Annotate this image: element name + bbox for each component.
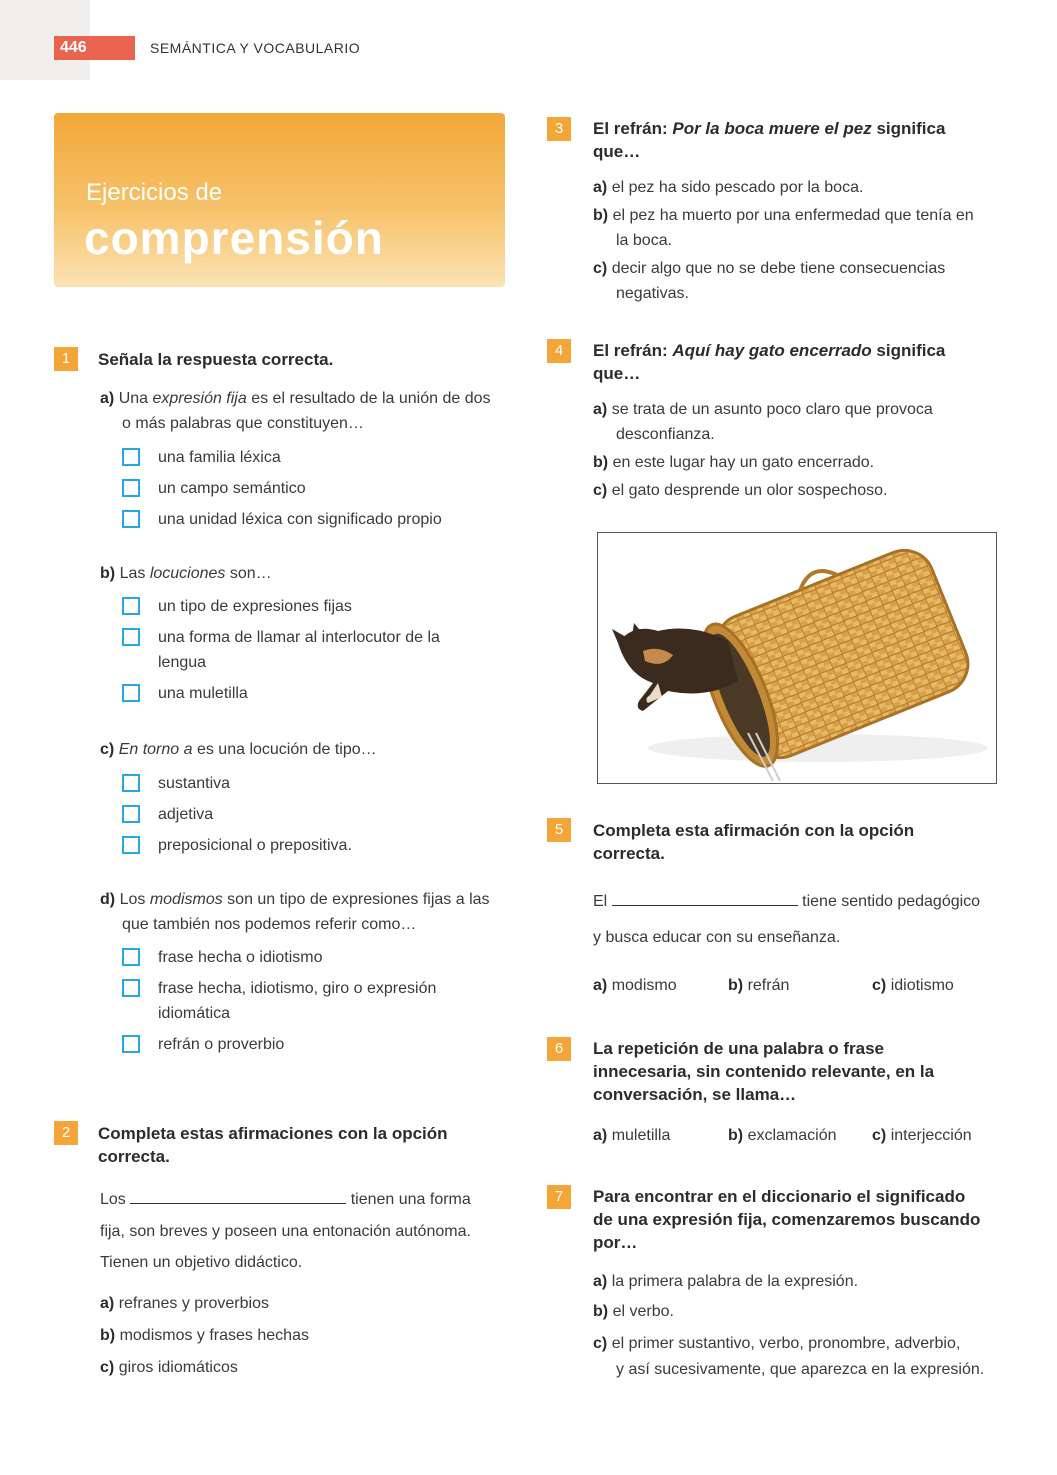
q2-blank[interactable] <box>130 1203 346 1204</box>
q7-option-c-cont: y así sucesivamente, que aparezca en la expresión. <box>616 1361 985 1378</box>
q7-option-c: c) el primer sustantivo, verbo, pronombre, adverbio, <box>593 1335 961 1352</box>
q2-sentence: Los tienen una forma <box>100 1191 471 1208</box>
q1b-checkbox-2[interactable] <box>122 628 140 646</box>
q5-option-b: b) refrán <box>728 977 790 994</box>
q1b-option-2: una forma de llamar al interlocutor de la <box>158 629 440 646</box>
question-6-title: La repetición de una palabra o frase innecesaria, sin contenido relevante, en la conversación, se llama… <box>593 1039 935 1104</box>
q5-sentence-line2: y busca educar con su enseñanza. <box>593 929 841 946</box>
question-5-title: Completa esta afirmación con la opción correcta. <box>593 821 915 863</box>
question-7-number: 7 <box>547 1185 571 1209</box>
q1d-option-3: refrán o proverbio <box>158 1036 285 1053</box>
question-6-number: 6 <box>547 1037 571 1061</box>
q4-option-a: a) se trata de un asunto poco claro que provoca <box>593 401 933 418</box>
q2-option-b: b) modismos y frases hechas <box>100 1327 309 1344</box>
q1d-statement-cont: que también nos podemos referir como… <box>122 916 417 933</box>
q5-blank[interactable] <box>612 905 798 906</box>
q1c-checkbox-1[interactable] <box>122 774 140 792</box>
q1b-checkbox-3[interactable] <box>122 684 140 702</box>
q1d-option-1: frase hecha o idiotismo <box>158 949 323 966</box>
q1c-statement: c) En torno a es una locución de tipo… <box>100 741 377 758</box>
q4-option-b: b) en este lugar hay un gato encerrado. <box>593 454 875 471</box>
cat-in-basket-photo <box>597 532 997 784</box>
q1d-option-2: frase hecha, idiotismo, giro o expresión <box>158 980 437 997</box>
q5-option-c: c) idiotismo <box>872 977 954 994</box>
q1b-option-1: un tipo de expresiones fijas <box>158 598 352 615</box>
q1b-option-2-cont: lengua <box>158 654 207 671</box>
question-2-title: Completa estas afirmaciones con la opción correcta. <box>98 1124 448 1166</box>
question-4-title: El refrán: Aquí hay gato encerrado significa que… <box>593 341 946 383</box>
question-3-title: El refrán: Por la boca muere el pez significa que… <box>593 119 946 161</box>
q1c-checkbox-2[interactable] <box>122 805 140 823</box>
q1b-statement: b) Las locuciones son… <box>100 565 272 582</box>
banner-line2: comprensión <box>84 212 384 264</box>
q2-option-c: c) giros idiomáticos <box>100 1359 238 1376</box>
exercises-banner <box>54 113 505 287</box>
question-7-title: Para encontrar en el diccionario el significado de una expresión fija, comenzaremos buscando por… <box>593 1187 981 1252</box>
cat-in-basket-illustration <box>598 533 996 783</box>
q6-option-a: a) muletilla <box>593 1127 671 1144</box>
q4-option-a-cont: desconfianza. <box>616 426 715 443</box>
q1d-checkbox-2[interactable] <box>122 979 140 997</box>
q1b-option-3: una muletilla <box>158 685 248 702</box>
q2-sentence-line3: Tienen un objetivo didáctico. <box>100 1254 303 1271</box>
q1b-checkbox-1[interactable] <box>122 597 140 615</box>
q1c-option-3: preposicional o prepositiva. <box>158 837 352 854</box>
q1a-option-1: una familia léxica <box>158 449 281 466</box>
q1a-statement-cont: o más palabras que constituyen… <box>122 415 364 432</box>
q3-option-a: a) el pez ha sido pescado por la boca. <box>593 179 864 196</box>
q1a-option-2: un campo semántico <box>158 480 306 497</box>
q1a-statement: a) Una expresión fija es el resultado de la unión de dos <box>100 390 491 407</box>
page-number: 446 <box>54 36 135 60</box>
banner-line1: Ejercicios de <box>86 179 223 206</box>
q2-option-a: a) refranes y proverbios <box>100 1295 269 1312</box>
question-1-number: 1 <box>54 347 78 371</box>
q5-sentence: El tiene sentido pedagógico <box>593 893 981 910</box>
q7-option-b: b) el verbo. <box>593 1303 674 1320</box>
question-5-number: 5 <box>547 818 571 842</box>
q1c-option-1: sustantiva <box>158 775 231 792</box>
q1a-checkbox-2[interactable] <box>122 479 140 497</box>
q1d-statement: d) Los modismos son un tipo de expresiones fijas a las <box>100 891 490 908</box>
q1a-checkbox-3[interactable] <box>122 510 140 528</box>
q4-option-c: c) el gato desprende un olor sospechoso. <box>593 482 888 499</box>
q2-sentence-line2: fija, son breves y poseen una entonación autónoma. <box>100 1223 471 1240</box>
q1c-option-2: adjetiva <box>158 806 214 823</box>
q1c-checkbox-3[interactable] <box>122 836 140 854</box>
q1a-checkbox-1[interactable] <box>122 448 140 466</box>
question-1-title: Señala la respuesta correcta. <box>98 350 334 369</box>
question-4-number: 4 <box>547 339 571 363</box>
question-3-number: 3 <box>547 117 571 141</box>
q6-option-b: b) exclamación <box>728 1127 837 1144</box>
q3-option-c-cont: negativas. <box>616 285 689 302</box>
q5-option-a: a) modismo <box>593 977 677 994</box>
q3-option-b: b) el pez ha muerto por una enfermedad que tenía en <box>593 207 974 224</box>
q1d-checkbox-1[interactable] <box>122 948 140 966</box>
q1d-option-2-cont: idiomática <box>158 1005 231 1022</box>
q3-option-b-cont: la boca. <box>616 232 673 249</box>
section-title: SEMÁNTICA Y VOCABULARIO <box>150 40 361 56</box>
q3-option-c: c) decir algo que no se debe tiene consecuencias <box>593 260 946 277</box>
q1a-option-3: una unidad léxica con significado propio <box>158 511 442 528</box>
q6-option-c: c) interjección <box>872 1127 972 1144</box>
question-2-number: 2 <box>54 1121 78 1145</box>
q7-option-a: a) la primera palabra de la expresión. <box>593 1273 859 1290</box>
q1d-checkbox-3[interactable] <box>122 1035 140 1053</box>
